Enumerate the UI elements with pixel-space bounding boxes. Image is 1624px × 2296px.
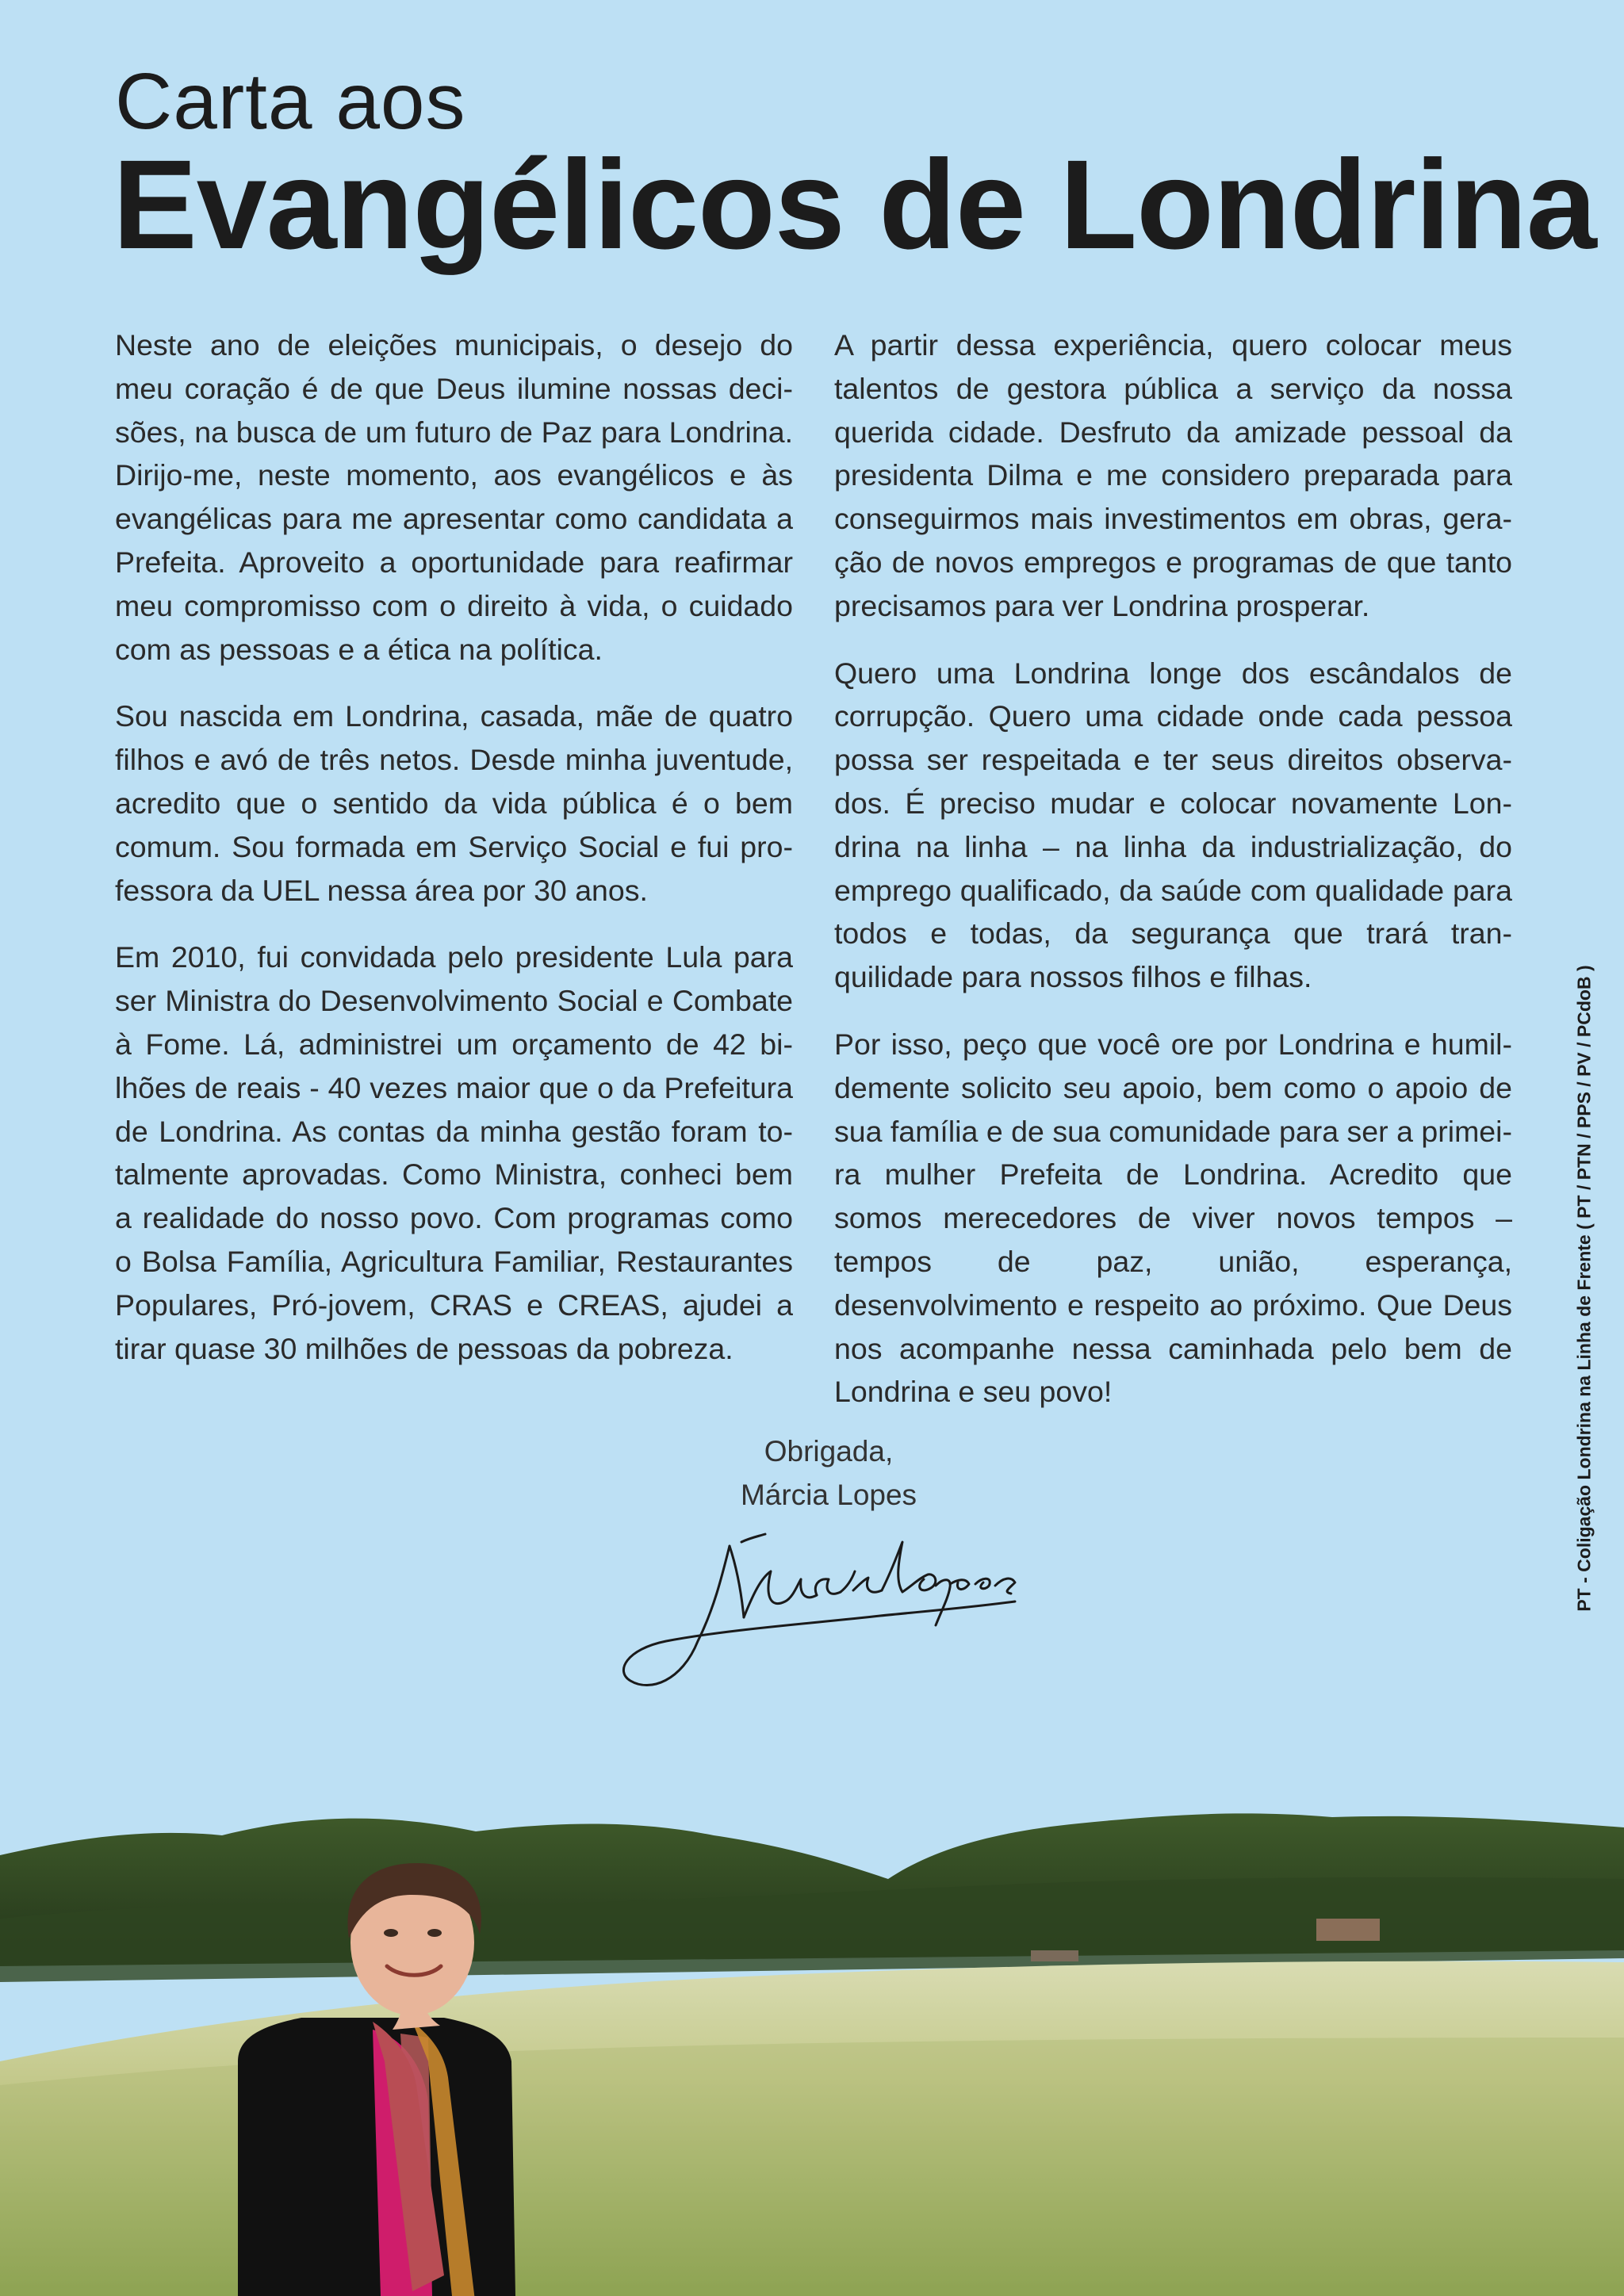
side-credit: PT - Coligação Londrina na Linha de Frente ( PT / PTN / PPS / PV / PCdoB ) — [1573, 965, 1595, 1612]
paragraph-6: Por isso, peço que você ore por Londrina e humildemente solicito seu apoio, bem como o apoio de sua família e de sua comunidade para ser a primeira mulher Prefeita de Londrina. Acredito que somos merecedores de viver novos tempos – tempos de paz, união, esperança, desenvolvimento e respeito ao próximo. Que Deus nos acompanhe nessa caminhada pelo bem de Londrina e seu povo! — [834, 1027, 1512, 1409]
paragraph-5: Quero uma Londrina longe dos escândalos de corrupção. Quero uma cidade onde cada pessoa possa ser respeitada e ter seus direitos observados. É preciso mudar e colocar novamente Londrina na linha – na linha da industrialização, do emprego qualificado, da saúde com qualidade para todos e todas, da segurança que trará tranquilidade para nossos filhos e filhas. — [834, 656, 1512, 994]
letter-right-column — [834, 323, 1512, 1437]
page-title: Evangélicos de Londrina — [113, 133, 1596, 275]
paragraph-4: A partir dessa experiência, quero colocar meus talentos de gestora pública a serviço da nossa querida cidade. Desfruto da amizade pessoal da presidenta Dilma e me considero preparada para conseguirmos mais investimentos em obras, geração de novos empregos e programas de que tanto precisamos para ver Londrina prosperar. — [834, 328, 1512, 622]
signature-image — [603, 1522, 1031, 1697]
paragraph-3: Em 2010, fui convidada pelo presidente Lula para ser Ministra do Desenvolvimento Social e Combate à Fome. Lá, administrei um orçamento de 42 bilhões de reais - 40 vezes maior que o da Prefeitura de Londrina. As contas da minha gestão foram totalmente aprovadas. Como Ministra, conheci bem a realidade do nosso povo. Com programas como o Bolsa Família, Agricultura Familiar, Restaurantes Populares, Pró-jovem, CRAS e CREAS, ajudei a tirar quase 30 milhões de pessoas da pobreza. — [115, 940, 793, 1365]
title-line-1: Carta aos — [115, 57, 466, 146]
landscape-photo — [0, 1800, 1624, 2296]
paragraph-2: Sou nascida em Londrina, casada, mãe de quatro filhos e avó de três netos. Desde minha juventude, acredito que o sentido da vida pública é o bem comum. Sou formada em Serviço Social e fui professora da UEL nessa área por 30 anos. — [115, 699, 793, 907]
letter-left-column — [115, 323, 793, 1394]
paragraph-1: Neste ano de eleições municipais, o desejo do meu coração é de que Deus ilumine nossas decisões, na busca de um futuro de Paz para Londrina. Dirijo-me, neste momento, aos evangélicos e às evangélicas para me apresentar como candidata a Prefeita. Aproveito a oportunidade para reafirmar meu compromisso com o direito à vida, o cuidado com as pessoas e a ética na política. — [115, 328, 793, 666]
closing-thanks: Obrigada, — [764, 1435, 894, 1468]
closing-name: Márcia Lopes — [740, 1479, 917, 1511]
